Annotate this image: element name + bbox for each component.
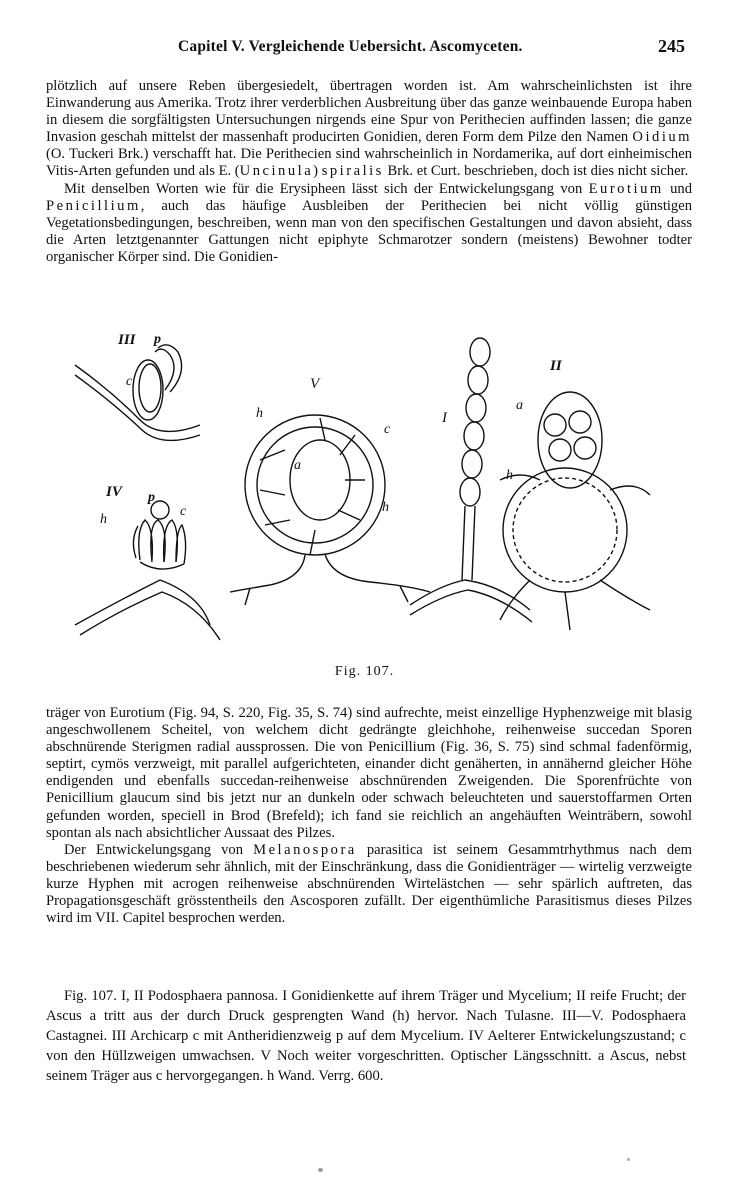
label-h-v: h xyxy=(256,406,263,421)
paragraph: Mit denselben Worten wie für die Erysipheen lässt sich der Entwickelungsgang von Eurotium und Penicillium, auch das häufige Ausbleiben der Perithecien bei nicht völlig günstigen Vegetationsbedingungen, beschreiben, wenn man von den specifischen Gestaltungen und davon absieht, dass die Arten letztgenannter Gattungen nicht epiphyte Schmarotzer sondern (meistens) Bewohner todter organischer Körper sind. Die Gonidien- xyxy=(46,180,692,265)
label-a-v: a xyxy=(294,458,301,473)
label-p-iii: p xyxy=(154,332,161,347)
taxon-eurotium: Eurotium xyxy=(588,180,664,197)
label-h-ii: h xyxy=(506,468,513,483)
figure-illustration xyxy=(70,330,710,650)
taxon-spiralis: spiralis xyxy=(321,163,384,180)
print-speck xyxy=(318,1168,323,1172)
label-p-iv: p xyxy=(148,490,155,505)
taxon-oidium: Oidium xyxy=(632,129,693,146)
body-text-bottom xyxy=(46,705,692,927)
taxon-melanospora: Melanospora xyxy=(253,841,357,858)
paragraph: plötzlich auf unsere Reben übergesiedelt, übertragen worden ist. Am wahrscheinlichsten ist ihre Einwanderung aus Amerika. Trotz ihrer verderblichen Ausbreitung über das ganze weinbauende Europa haben in diesem die sorgfältigsten Untersuchungen nirgends eine Spur von Perithecien auffinden lassen; die ganze Invasion geschah mittelst der massenhaft producirten Gonidien, deren Form dem Pilze den Namen Oidium (O. Tuckeri Brk.) verschafft hat. Die Perithecien sind wahrscheinlich in Nordamerika, auf dort einheimischen Vitis-Arten gefunden und als E. (Uncinula) spiralis Brk. et Curt. beschrieben, doch ist dies nicht sicher. xyxy=(46,78,693,180)
page-number: 245 xyxy=(658,36,685,56)
taxon-penicillium: Penicillium xyxy=(46,197,141,214)
paragraph: Der Entwickelungsgang von Melanospora parasitica ist seinem Gesammtrhythmus nach dem beschriebenen wiederum sehr ähnlich, mit der Einschränkung, dass die Gonidienträger — wirtelig verzweigte kurze Hyphen mit acrogen reihenweise abschnürenden Wirtelästchen — sehr spärlich auftreten, das Propagationsgeschäft grösstentheils den Ascosporen zufällt. Der eigenthümliche Parasitismus dieses Pilzes wird im VII. Capitel besprochen werden. xyxy=(46,841,692,927)
paragraph: träger von Eurotium (Fig. 94, S. 220, Fig. 35, S. 74) sind aufrechte, meist einzellige Hyphenzweige mit blasig angeschwollenem Scheitel, von welchem dicht gedrängte gleichhohe, reihenweise succedan Sporen abschnürende Sterigmen radial aussprossen. Die von Penicillium (Fig. 36, S. 75) sind schmal fadenförmig, septirt, cymös verzweigt, mit parallel aufgerichteten, einander dicht genäherten, in annähernd gleicher Höhe endigenden und ebenfalls succedan-reihenweise abschnürenden Zweigenden. Die Sporenfrüchte von Penicillium glaucum sind bis jetzt nur an dunkeln oder schwach beleuchteten und sauerstoffarmen Orten gefunden worden, speciell in Brod (Brefeld); ich fand sie reichlich an angehäuften Weinträbern, sowohl spontan als nach absichtlicher Aussaat des Pilzes. xyxy=(46,705,692,841)
running-head xyxy=(0,38,729,62)
label-iii: III xyxy=(118,332,136,348)
label-v: V xyxy=(310,376,320,392)
label-ii: II xyxy=(550,358,562,374)
panel-i-drawing xyxy=(410,338,532,622)
label-h-iv: h xyxy=(100,512,107,527)
running-head-title: Capitel V. Vergleichende Uebersicht. Ascomyceten. xyxy=(178,38,523,55)
label-c-v: c xyxy=(384,422,391,437)
print-speck xyxy=(627,1158,630,1161)
figure-caption xyxy=(46,986,686,1086)
label-a-ii: a xyxy=(516,398,523,413)
body-text-top xyxy=(46,78,692,266)
panel-iii-drawing xyxy=(75,345,200,441)
label-c-iii: c xyxy=(126,374,133,389)
label-i: I xyxy=(442,410,447,426)
label-h-v-right: h xyxy=(382,500,389,515)
figure-107 xyxy=(70,330,710,650)
label-c-iv: c xyxy=(180,504,187,519)
panel-iv-drawing xyxy=(75,501,220,640)
label-iv: IV xyxy=(106,484,122,500)
figure-number: Fig. 107. xyxy=(334,664,395,679)
taxon-uncinula: Uncinula xyxy=(239,163,314,180)
caption-text: Fig. 107. I, II Podosphaera pannosa. I Gonidienkette auf ihrem Träger und Mycelium; II reife Frucht; der Ascus a tritt aus der durch Druck gesprengten Wand (h) hervor. Nach Tulasne. III—V. Podosphaera Castagnei. III Archicarp c mit Antheridienzweig p auf dem Mycelium. IV Aelterer Entwickelungszustand; c von den Hüllzweigen umwachsen. V Noch weiter vorgeschritten. Optischer Längsschnitt. a Ascus, nebst seinem Träger aus c hervorgegangen. h Wand. Verrg. 600. xyxy=(46,988,686,1084)
panel-ii-drawing xyxy=(500,392,650,630)
panel-v-drawing xyxy=(230,415,430,605)
